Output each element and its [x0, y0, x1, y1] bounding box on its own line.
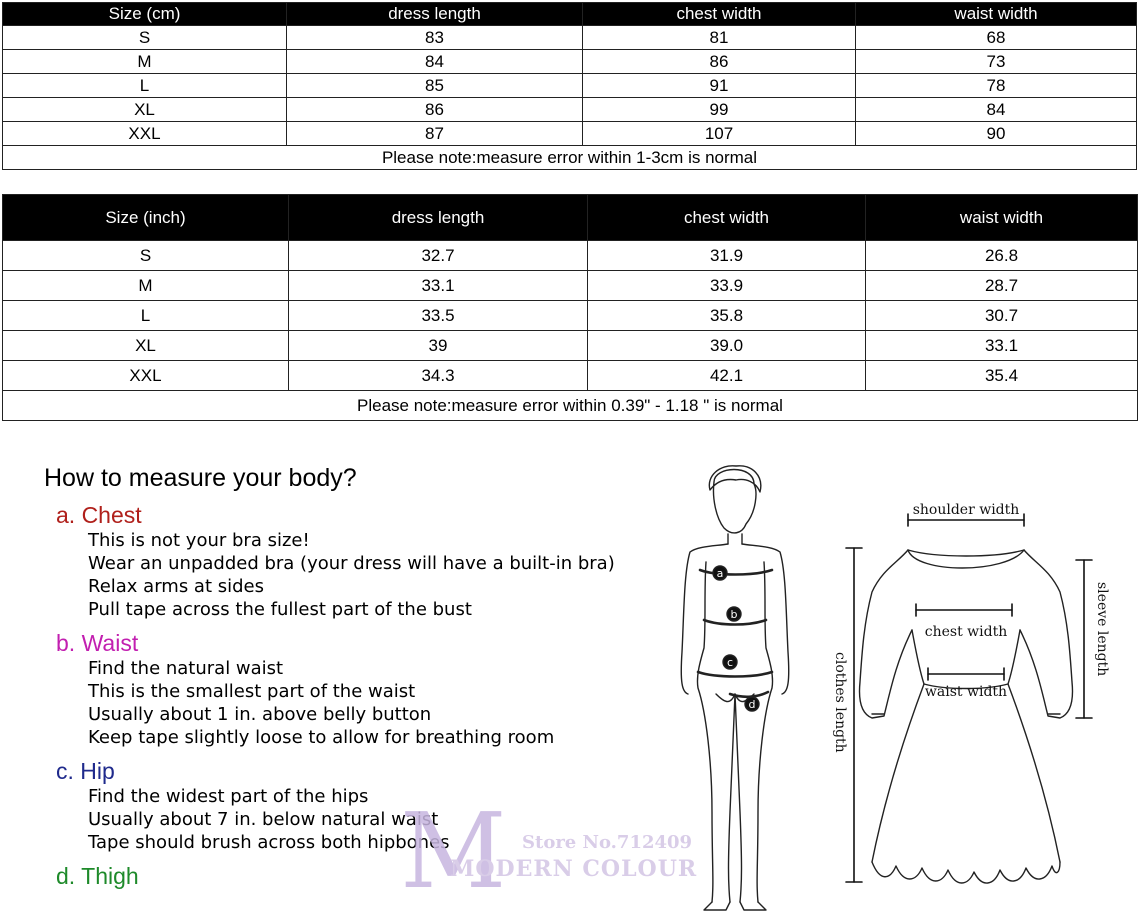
table-row: [3, 361, 1138, 391]
cell: 39: [289, 331, 588, 361]
cell: 81: [583, 26, 856, 50]
cell: 42.1: [588, 361, 866, 391]
table-row: [3, 50, 1137, 74]
section-line: Usually about 7 in. below natural waist: [88, 809, 439, 830]
measurement-figure: [676, 462, 1138, 913]
cell: 84: [287, 50, 583, 74]
watermark-logo: M: [400, 790, 507, 912]
section-line: Find the widest part of the hips: [88, 786, 369, 807]
cell: L: [3, 74, 287, 98]
dress-labels: [832, 502, 1110, 753]
header-waist-width: waist width: [856, 3, 1137, 26]
table-row: [3, 331, 1138, 361]
cell: 85: [287, 74, 583, 98]
label-clothes-length: clothes length: [832, 652, 848, 753]
table-row: [3, 98, 1137, 122]
cell: M: [3, 50, 287, 74]
cell: XL: [3, 331, 289, 361]
cell: 32.7: [289, 241, 588, 271]
cell: S: [3, 26, 287, 50]
cell: 35.8: [588, 301, 866, 331]
cell: 73: [856, 50, 1137, 74]
cell: 28.7: [866, 271, 1138, 301]
section-line: Usually about 1 in. above belly button: [88, 704, 432, 725]
cell: M: [3, 271, 289, 301]
section-line: This is not your bra size!: [88, 530, 310, 551]
table-note-row: [3, 391, 1138, 421]
header-dress-length: dress length: [287, 3, 583, 26]
cell: 68: [856, 26, 1137, 50]
label-waist-width: waist width: [924, 684, 1008, 700]
header-dress-length: dress length: [289, 195, 588, 241]
cell: 33.9: [588, 271, 866, 301]
header-waist-width: waist width: [866, 195, 1138, 241]
dress-outline: [860, 550, 1073, 883]
cell: 39.0: [588, 331, 866, 361]
cell: 34.3: [289, 361, 588, 391]
section-hip: [44, 758, 684, 854]
cell: S: [3, 241, 289, 271]
section-line: Keep tape slightly loose to allow for breathing room: [88, 727, 555, 748]
size-table-cm: [2, 2, 1137, 170]
section-chest: [44, 502, 684, 621]
section-line: Tape should brush across both hipbones: [88, 832, 450, 853]
cell: 35.4: [866, 361, 1138, 391]
section-thigh-heading: d. Thigh: [56, 863, 139, 889]
cell: XL: [3, 98, 287, 122]
marker-d: d: [748, 698, 756, 711]
marker-a: a: [716, 567, 724, 580]
section-line: This is the smallest part of the waist: [88, 681, 416, 702]
section-thigh: [44, 863, 684, 890]
label-sleeve-length: sleeve length: [1094, 582, 1110, 677]
cell: 26.8: [866, 241, 1138, 271]
how-to-measure: [44, 464, 684, 890]
cell: L: [3, 301, 289, 331]
label-shoulder-width: shoulder width: [912, 502, 1020, 518]
section-line: Pull tape across the fullest part of the bust: [88, 599, 472, 620]
cell: 91: [583, 74, 856, 98]
howto-title: How to measure your body?: [44, 464, 357, 492]
cell: 78: [856, 74, 1137, 98]
cell: 86: [583, 50, 856, 74]
cell: 31.9: [588, 241, 866, 271]
section-line: Relax arms at sides: [88, 576, 264, 597]
cell: 30.7: [866, 301, 1138, 331]
cell: 33.5: [289, 301, 588, 331]
table-row: [3, 122, 1137, 146]
table-header-row: [3, 3, 1137, 26]
size-table-inch: [2, 194, 1138, 421]
table-row: [3, 271, 1138, 301]
header-chest-width: chest width: [588, 195, 866, 241]
section-hip-heading: c. Hip: [56, 758, 115, 784]
cell: 84: [856, 98, 1137, 122]
cell: 33.1: [289, 271, 588, 301]
header-size: Size (inch): [3, 195, 289, 241]
section-chest-heading: a. Chest: [56, 502, 142, 528]
body-markers: [713, 566, 759, 711]
table-note: Please note:measure error within 1-3cm is normal: [3, 146, 1137, 170]
table-row: [3, 26, 1137, 50]
section-waist: [44, 630, 684, 749]
header-size: Size (cm): [3, 3, 287, 26]
table-row: [3, 241, 1138, 271]
cell: 83: [287, 26, 583, 50]
cell: 86: [287, 98, 583, 122]
marker-c: c: [726, 656, 734, 669]
watermark-name: MODERN COLOUR: [450, 856, 698, 882]
cell: 99: [583, 98, 856, 122]
table-row: [3, 301, 1138, 331]
cell: XXL: [3, 122, 287, 146]
table-header-row: [3, 195, 1138, 241]
cell: 107: [583, 122, 856, 146]
table-note: Please note:measure error within 0.39" - 1.18 " is normal: [3, 391, 1138, 421]
body-silhouette: [681, 466, 789, 910]
cell: 33.1: [866, 331, 1138, 361]
label-chest-width: chest width: [924, 624, 1008, 640]
header-chest-width: chest width: [583, 3, 856, 26]
watermark-store: Store No.712409: [522, 832, 693, 853]
table-note-row: [3, 146, 1137, 170]
cell: 90: [856, 122, 1137, 146]
cell: XXL: [3, 361, 289, 391]
cell: 87: [287, 122, 583, 146]
body-tape-lines: [698, 570, 772, 697]
table-row: [3, 74, 1137, 98]
section-line: Find the natural waist: [88, 658, 284, 679]
marker-b: b: [730, 608, 738, 621]
section-line: Wear an unpadded bra (your dress will have a built-in bra): [88, 553, 615, 574]
section-waist-heading: b. Waist: [56, 630, 139, 656]
